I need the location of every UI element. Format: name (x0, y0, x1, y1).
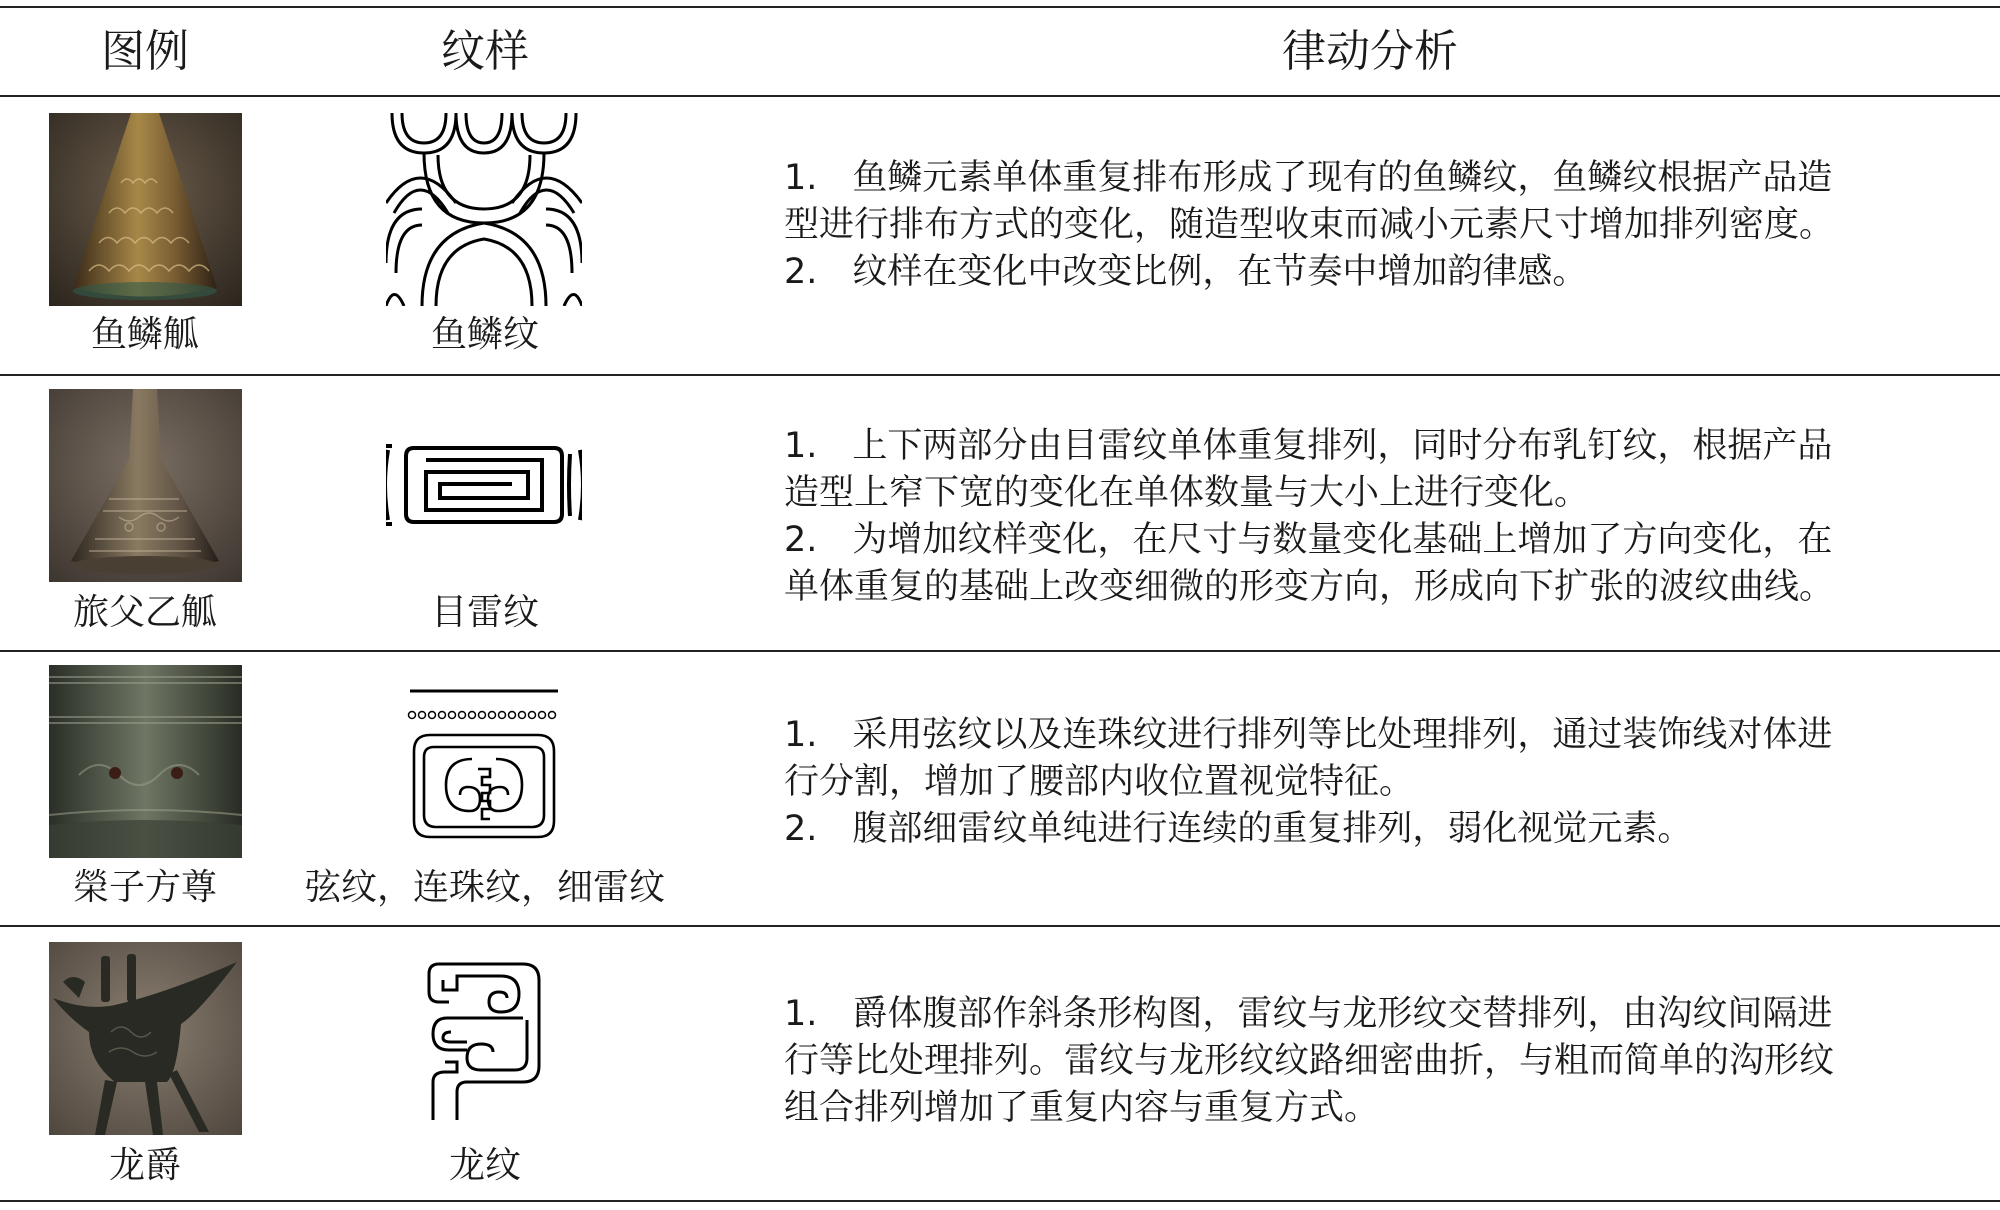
analysis-text (784, 155, 1984, 296)
analysis-line: 行分割，增加了腰部内收位置视觉特征。 (784, 762, 1415, 802)
string-bead-thunder-pattern-icon (404, 685, 564, 845)
analysis-line: 1. 采用弦纹以及连珠纹进行排列等比处理排列，通过装饰线对体进 (784, 715, 1833, 755)
pattern-name: 龙纹 (448, 1145, 521, 1186)
analysis-line: 1. 上下两部分由目雷纹单体重复排列，同时分布乳钉纹，根据产品 (784, 426, 1833, 466)
artifact-photo-lu-fu-yi-gu (49, 389, 242, 582)
analysis-line: 1. 鱼鳞元素单体重复排布形成了现有的鱼鳞纹，鱼鳞纹根据产品造 (784, 158, 1833, 198)
artifact-photo-dragon-jue (49, 942, 242, 1135)
analysis-line: 造型上窄下宽的变化在单体数量与大小上进行变化。 (784, 473, 1590, 513)
artifact-photo-fish-scale-gu (49, 113, 242, 306)
artifact-name: 榮子方尊 (72, 867, 217, 908)
analysis-text (784, 991, 1984, 1132)
header-analysis: 律动分析 (1282, 26, 1458, 77)
analysis-line: 组合排列增加了重复内容与重复方式。 (784, 1088, 1380, 1128)
row-divider (0, 374, 2000, 376)
analysis-text (784, 423, 1984, 611)
fish-scale-pattern-icon (386, 113, 582, 306)
header-rule (0, 95, 2000, 97)
artifact-name: 龙爵 (108, 1145, 181, 1186)
analysis-line: 型进行排布方式的变化，随造型收束而减小元素尺寸增加排列密度。 (784, 205, 1835, 245)
dragon-pattern-icon (427, 962, 543, 1122)
analysis-line: 行等比处理排列。雷纹与龙形纹纹路细密曲折，与粗而简单的沟形纹 (784, 1041, 1835, 1081)
row-divider (0, 925, 2000, 927)
analysis-line: 单体重复的基础上改变细微的形变方向，形成向下扩张的波纹曲线。 (784, 567, 1835, 607)
artifact-name: 旅父乙觚 (72, 592, 217, 633)
pattern-name: 目雷纹 (430, 592, 539, 633)
header-example: 图例 (101, 26, 189, 77)
analysis-text (784, 712, 1984, 853)
analysis-line: 2. 纹样在变化中改变比例，在节奏中增加韵律感。 (784, 252, 1588, 292)
table-top-rule (0, 6, 2000, 8)
pattern-name: 鱼鳞纹 (430, 314, 539, 355)
analysis-line: 2. 腹部细雷纹单纯进行连续的重复排列，弱化视觉元素。 (784, 809, 1693, 849)
row-divider (0, 650, 2000, 652)
analysis-line: 1. 爵体腹部作斜条形构图，雷纹与龙形纹交替排列，由沟纹间隔进 (784, 994, 1833, 1034)
artifact-name: 鱼鳞觚 (90, 314, 199, 355)
artifact-photo-rongzi-fang-zun (49, 665, 242, 858)
analysis-line: 2. 为增加纹样变化，在尺寸与数量变化基础上增加了方向变化，在 (784, 520, 1833, 560)
pattern-name: 弦纹，连珠纹，细雷纹 (304, 867, 665, 908)
table-bottom-rule (0, 1200, 2000, 1202)
header-pattern: 纹样 (441, 26, 529, 77)
mu-lei-pattern-icon (386, 440, 582, 530)
